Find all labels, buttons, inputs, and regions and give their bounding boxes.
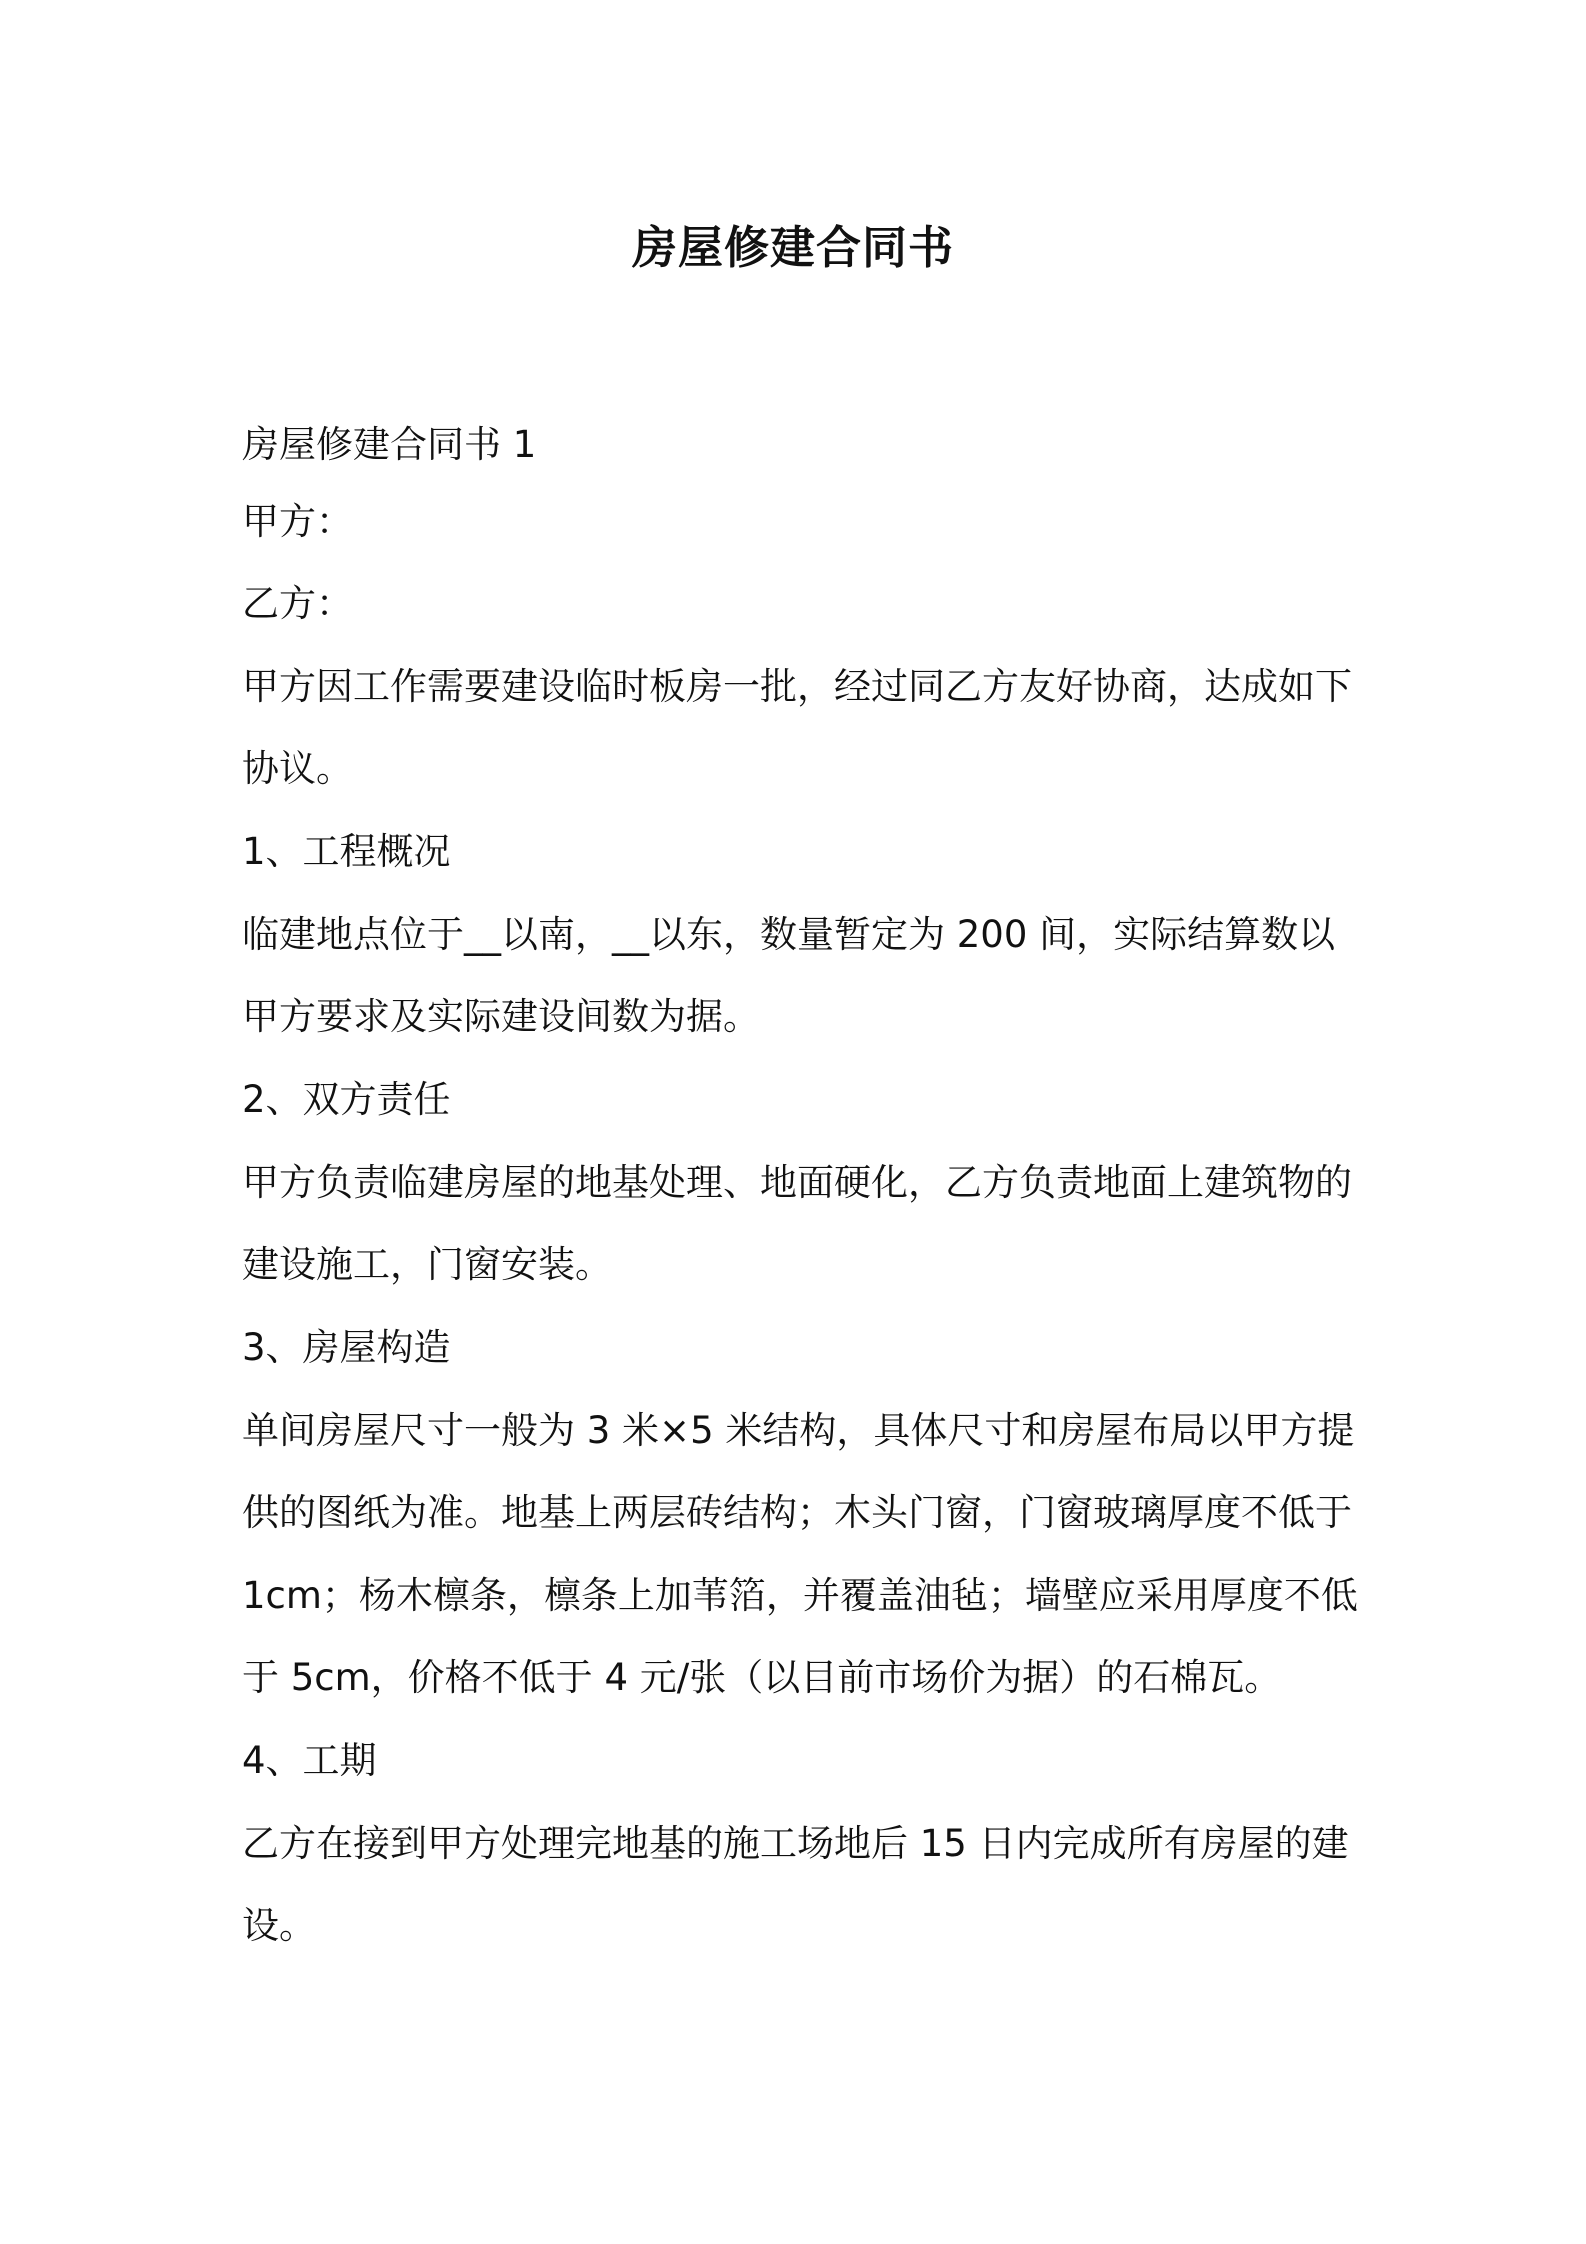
intro-paragraph-line: 甲方因工作需要建设临时板房一批，经过同乙方友好协商，达成如下 — [242, 665, 1352, 708]
intro-paragraph-line: 协议。 — [242, 747, 353, 790]
schedule-paragraph-line: 设。 — [242, 1904, 316, 1947]
schedule-paragraph-line: 乙方在接到甲方处理完地基的施工场地后 15 日内完成所有房屋的建 — [242, 1822, 1349, 1865]
document-title: 房屋修建合同书 — [631, 221, 954, 274]
overview-paragraph-line: 临建地点位于__以南，__以东，数量暂定为 200 间，实际结算数以 — [242, 913, 1336, 956]
construction-paragraph-line: 供的图纸为准。地基上两层砖结构；木头门窗，门窗玻璃厚度不低于 — [242, 1491, 1352, 1534]
section-heading-responsibilities: 2、双方责任 — [242, 1078, 451, 1121]
section-heading-construction: 3、房屋构造 — [242, 1326, 451, 1369]
party-b-label: 乙方： — [242, 582, 353, 625]
construction-paragraph-line: 单间房屋尺寸一般为 3 米×5 米结构，具体尺寸和房屋布局以甲方提 — [242, 1409, 1355, 1452]
party-a-label: 甲方： — [242, 500, 353, 543]
contract-subtitle: 房屋修建合同书 1 — [242, 423, 537, 466]
section-heading-schedule: 4、工期 — [242, 1739, 377, 1782]
responsibilities-paragraph-line: 甲方负责临建房屋的地基处理、地面硬化，乙方负责地面上建筑物的 — [242, 1161, 1352, 1204]
responsibilities-paragraph-line: 建设施工，门窗安装。 — [242, 1243, 612, 1286]
construction-paragraph-line: 1cm；杨木檩条，檩条上加苇箔，并覆盖油毡；墙壁应采用厚度不低 — [242, 1574, 1358, 1617]
construction-paragraph-line: 于 5cm，价格不低于 4 元/张（以目前市场价为据）的石棉瓦。 — [242, 1656, 1282, 1699]
section-heading-overview: 1、工程概况 — [242, 830, 451, 873]
overview-paragraph-line: 甲方要求及实际建设间数为据。 — [242, 995, 760, 1038]
